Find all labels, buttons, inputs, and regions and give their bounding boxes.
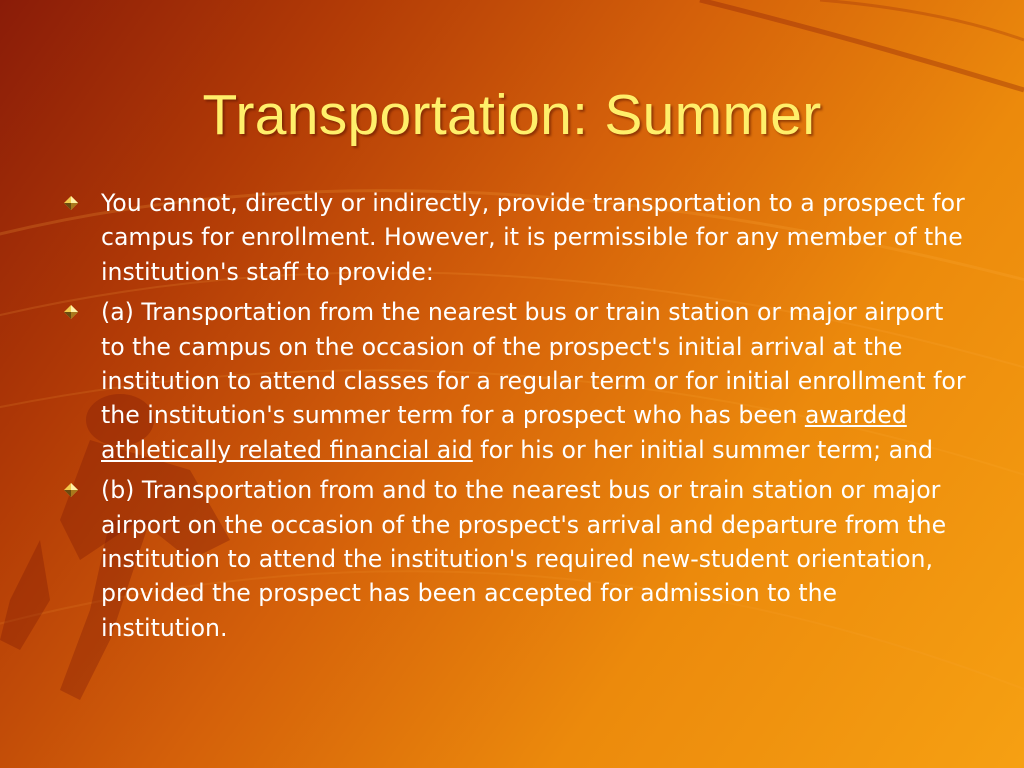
bullet-text: (a) Transportation from the nearest bus or train station or major airport to the campus on the occasion of the prospect's initial arrival at the institution to attend classes for a regular term or for initial enrollment for the institution's summer term for a prospect who has been [101,298,966,430]
track-lane-curve [820,0,1024,40]
bullet-text: You cannot, directly or indirectly, provide transportation to a prospect for campus for enrollment. However, it is permissible for any member of the institution's staff to provide: [101,189,965,286]
underlined-phrase: awarded athletically related financial aid [101,401,907,464]
bullet-text: for his or her initial summer term; and [472,435,933,464]
bullet-text: (b) Transportation from and to the nearest bus or train station or major airport on the occasion of the prospect's arrival and departure from the institution to attend the institution's required new-student orientation, provided the prospect has been accepted for admission to the institution. [101,476,947,642]
slide-title: Transportation: Summer [202,83,822,147]
bullet-item [64,295,969,467]
bullet-item [64,186,969,289]
gold-diamond-bullet-icon [64,196,78,210]
track-lane-curve [700,0,1024,90]
bullet-list [64,186,969,651]
gold-diamond-bullet-icon [64,305,78,319]
bullet-item [64,473,969,645]
gold-diamond-bullet-icon [64,483,78,497]
